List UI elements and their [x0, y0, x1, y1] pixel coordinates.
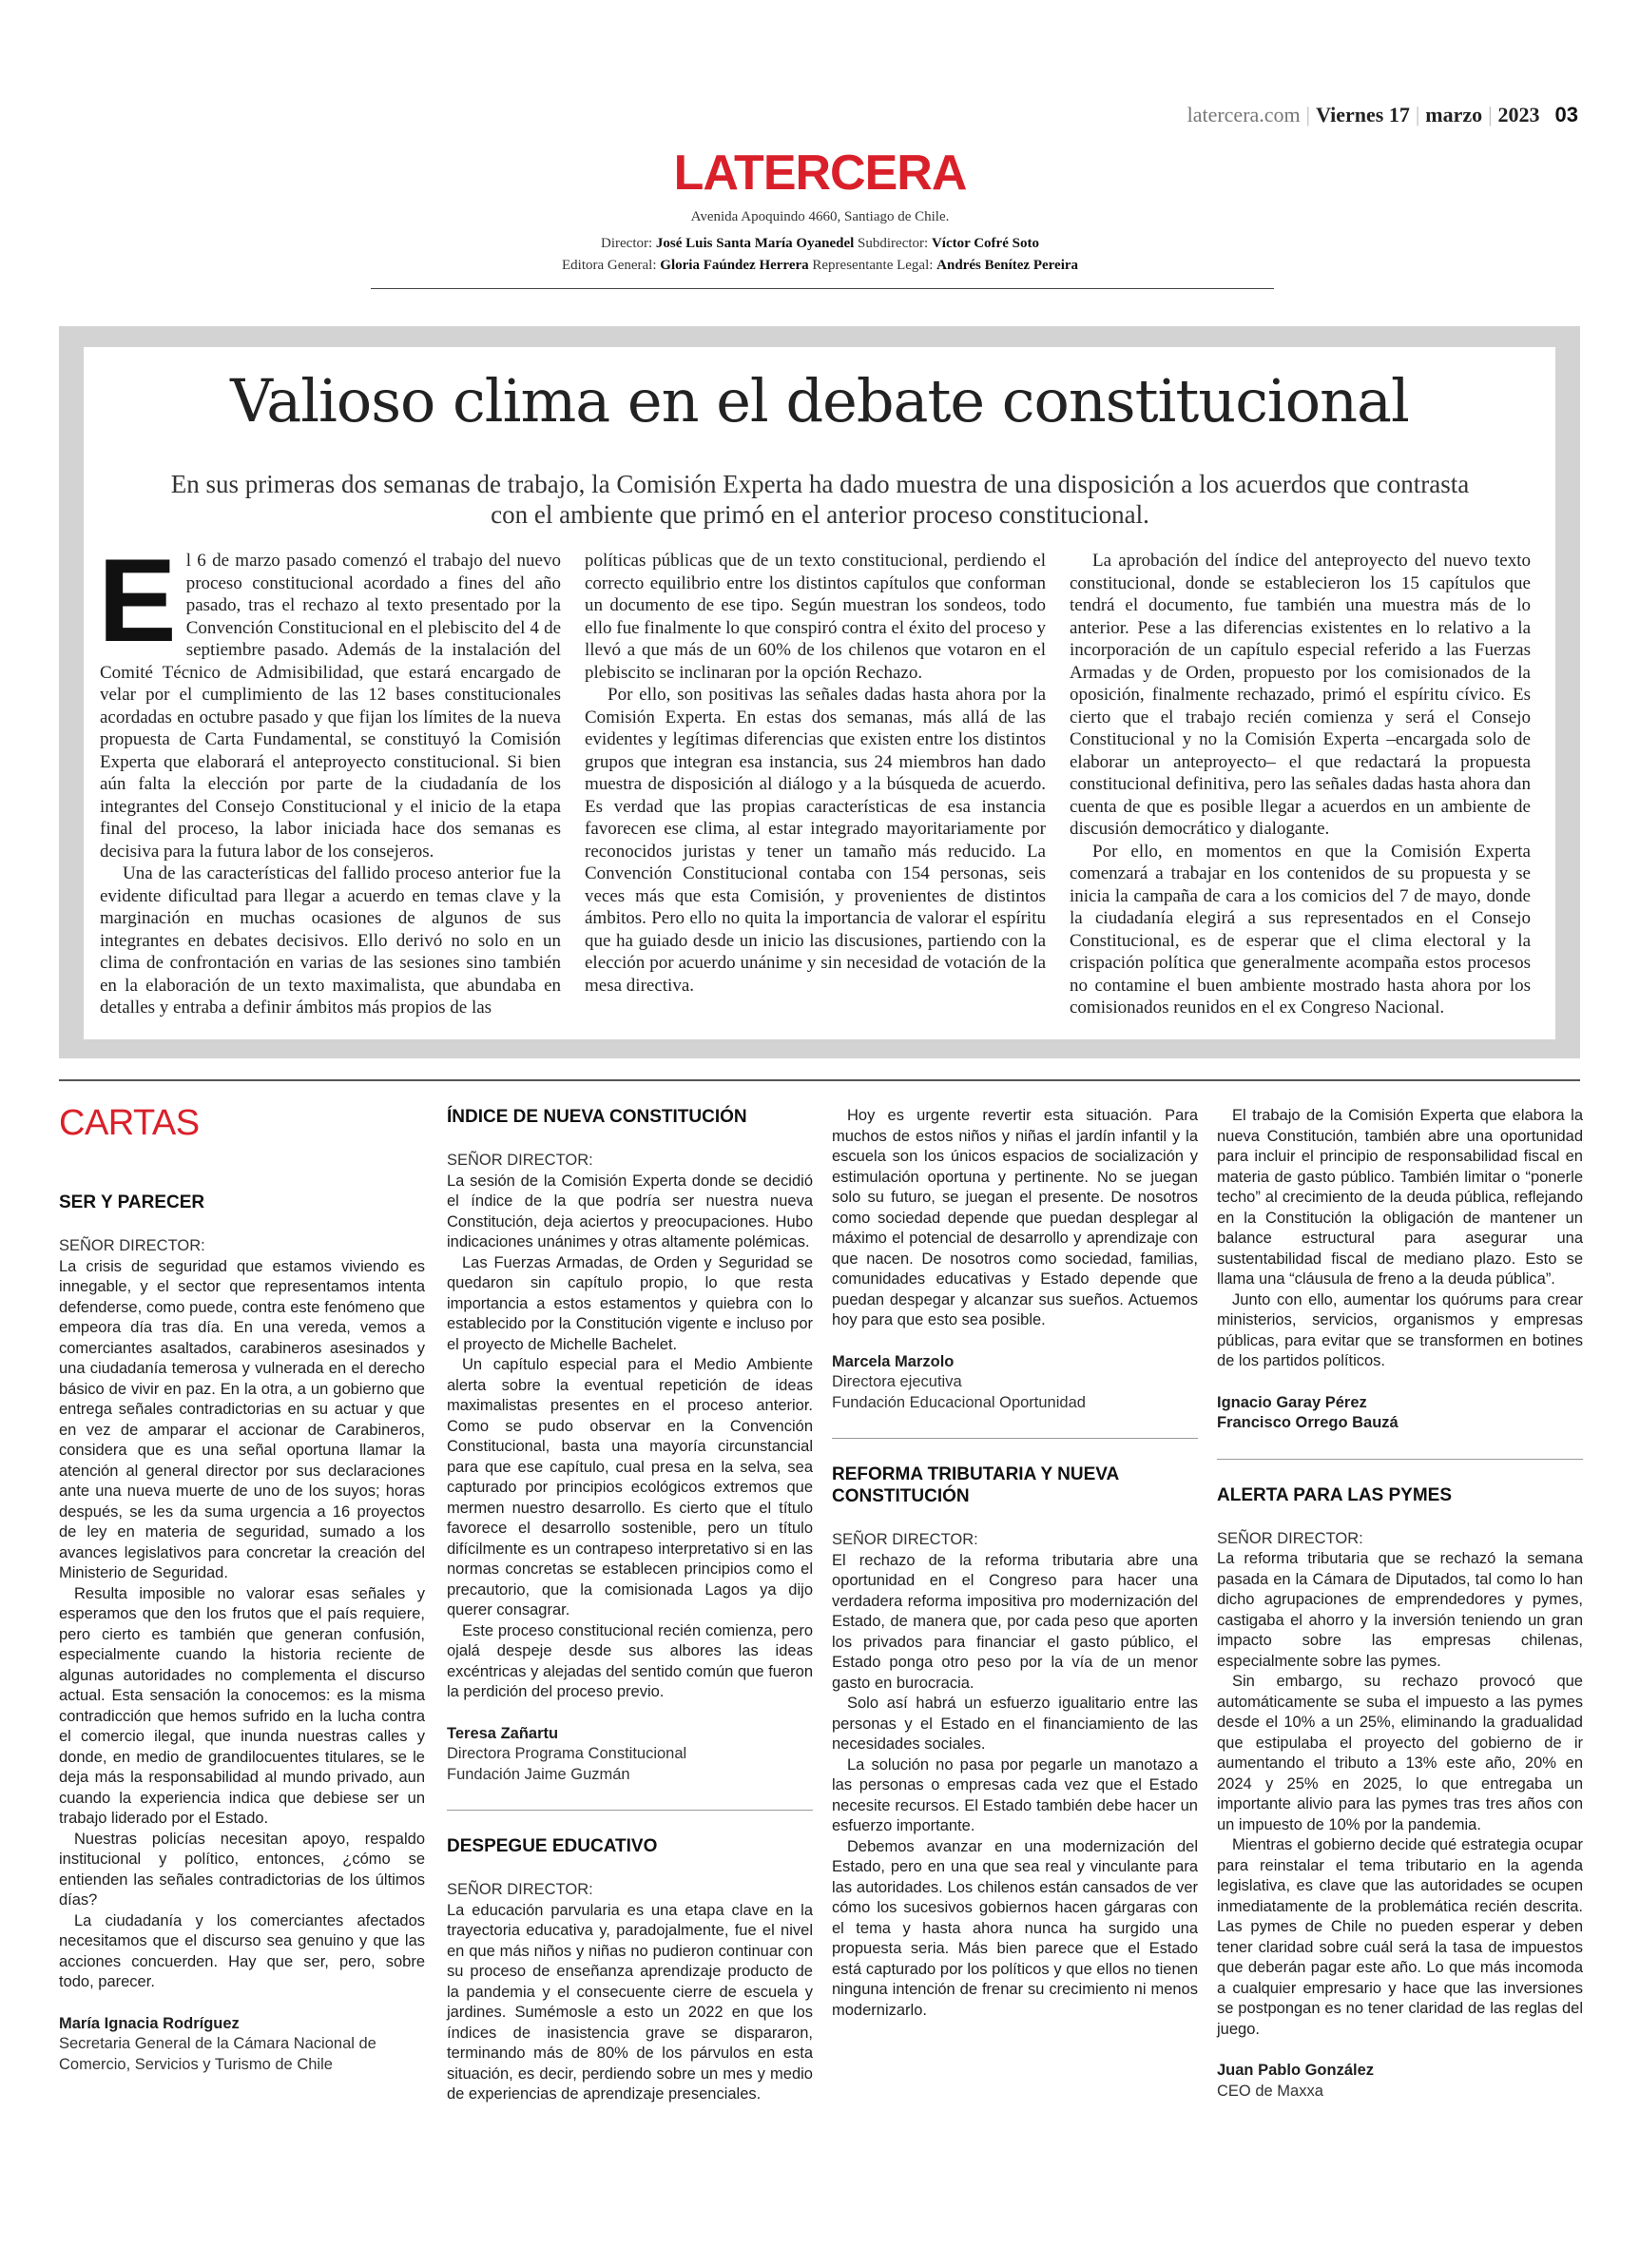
letter-signature: Teresa Zañartu: [447, 1724, 559, 1742]
editorial-column-2: políticas públicas que de un texto constitucional, perdiendo el correcto equilibrio entre los distintos capítulos que conforman un documento de ese tipo. Según muestran los sondeos, todo ello fue finalmente lo que conspiró contra el éxito del proceso y llevó a que más de un 60% de los chilenos que votaron en el plebiscito se inclinaran por la opción Rechazo. Por ello, son positivas las señales dadas hasta ahora por la Comisión Experta. En estas dos semanas, más allá de las evidentes y legítimas diferencias que existen entre los distintos grupos que integran esa instancia, sus 24 miembros han dado muestra de disposición al diálogo y a la búsqueda de acuerdo. Es verdad que las propias características de esa instancia favorecen ese clima, al estar integrado mayoritariamente por reconocidos juristas y tener un tamaño más reducido. La Convención Constitucional contaba con 154 personas, seis veces más que esta Comisión, y provenientes de distintos ámbitos. Pero ello no quita la importancia de valorar el espíritu que ha guiado desde un inicio las discusiones, partiendo con la elección por acuerdo unánime y sin necesidad de votación de la mesa directiva.: [585, 551, 1046, 996]
letter-signature: María Ignacia Rodríguez: [59, 2014, 240, 2032]
letter-signature: Francisco Orrego Bauzá: [1217, 1414, 1399, 1431]
letter-divider: [1217, 1459, 1583, 1460]
editorial-column-3: La aprobación del índice del anteproyecto del nuevo texto constitucional, donde se establecieron los 15 capítulos que tendrá el documento, fue también una muestra más de lo anterior. Pese a las diferencias existentes en lo relativo a la incorporación de un capítulo especial referido a las Fuerzas Armadas y de Orden, propuesto por los comisionados de la oposición, finalmente rechazado, primó el espíritu cívico. Es cierto que el trabajo recién comienza y será el Consejo Constitucional y no la Comisión Experta –encargada solo de elaborar un anteproyecto– el que redactará la propuesta constitucional definitiva, pero las señales dadas hasta ahora dan cuenta de que es posible llegar a acuerdos en un ambiente de discusión democrático y dialogante. Por ello, en momentos en que la Comisión Experta comenzará a trabajar en los contenidos de su propuesta y se inicia la campaña de cara a los comicios del 7 de mayo, donde la ciudadanía elegirá a sus representados en el Consejo Constitucional, es de esperar que el clima electoral y la crispación política que generalmente acompaña estos procesos no contamine el buen ambiente mostrado hasta ahora por los comisionados reunidos en el ex Congreso Nacional.: [1070, 551, 1531, 1018]
newspaper-logo: LATERCERA: [673, 145, 967, 201]
section-divider: [59, 1079, 1580, 1081]
letter-heading: ÍNDICE DE NUEVA CONSTITUCIÓN: [447, 1107, 747, 1127]
editorial-column-1: El 6 de marzo pasado comenzó el trabajo del nuevo proceso constitucional acordado a fines del año pasado, tras el rechazo al texto presentado por la Convención Constitucional en el plebiscito del 4 de septiembre pasado. Además de la instalación del Comité Técnico de Admisibilidad, que estará encargado de velar por el cumplimiento de las 12 bases constitucionales acordadas en octubre pasado y que fijan los límites de la nueva propuesta de Carta Fundamental, se constituyó la Comisión Experta que elaborará el anteproyecto constitucional. Si bien aún falta la elección por parte de la ciudadanía de los integrantes del Consejo Constitucional y el inicio de la etapa final del proceso, la labor iniciada hace dos semanas es decisiva para la futura labor de los consejeros. Una de las características del fallido proceso anterior fue la evidente dificultad para llegar a acuerdo en temas clave y la marginación en muchas ocasiones de algunos de sus integrantes en debates decisivos. Ello derivó no solo en un clima de confrontación en varias de las sesiones sino también en la elaboración de un texto maximalista, que abundaba en detalles y entraba a definir ámbitos más propios de las: [98, 535, 561, 1018]
drop-cap: E: [98, 535, 177, 667]
section-label-cartas: CARTAS: [59, 1103, 200, 1143]
site-url[interactable]: latercera.com: [1187, 103, 1301, 126]
letter-role: CEO de Maxxa: [1217, 2082, 1323, 2100]
letter-despegue-educativo-cont: Hoy es urgente revertir esta situación. Para muchos de estos niños y niñas el jardín infantil y la escuela son los únicos espacios de socialización y estimulación oportuna y pertinente. No se juegan solo su futuro, se juegan el presente. De nosotros como sociedad depende que puedan desplegar al máximo el potencial de desarrollo y aprendizaje con que nacen. De nosotros como sociedad, familias, comunidades educativas y Estado depende que puedan despegar y alcanzar sus sueños. Actuemos hoy para que esto sea posible. Marcela Marzolo Directora ejecutiva Fundación Educacional Oportunidad REFORMA TRIBUTARIA Y NUEVA CONSTITUCIÓN SEÑOR DIRECTOR: El rechazo de la reforma tributaria abre una oportunidad en el Congreso para hacer una verdadera reforma impositiva pro modernización del Estado, de manera que, por cada peso que aporten los privados para financiar el gasto público, el Estado ponga otro peso por la vía de un menor gasto en burocracia. Solo así habrá un esfuerzo igualitario entre las personas y el Estado en el financiamiento de las necesidades sociales. La solución no pasa por pegarle un manotazo a las personas o empresas cada vez que el Estado necesite recursos. El Estado también debe hacer un esfuerzo importante. Debemos avanzar en una modernización del Estado, pero en una que sea real y vinculante para las autoridades. Los chilenos están cansados de ver cómo los sucesivos gobiernos hacen gárgaras con el tema y hasta ahora nunca ha surgido una propuesta seria. Más bien parece que el Estado está capturado por los políticos y que ellos no tienen ninguna intención de frenar su crecimiento ni menos modernizarlo.: [832, 1107, 1198, 2019]
date-year: 2023: [1497, 103, 1540, 126]
date-day: Viernes 17: [1316, 103, 1410, 126]
letter-indice-nueva-constitucion: ÍNDICE DE NUEVA CONSTITUCIÓN SEÑOR DIRECTOR: La sesión de la Comisión Experta donde se decidió el índice de la que podría ser nuestra nueva Constitución, deja aciertos y preocupaciones. Hubo indicaciones unánimes y otras altamente polémicas. Las Fuerzas Armadas, de Orden y Seguridad se quedaron sin capítulo propio, lo que resta importancia a estos estamentos y quiebra con lo establecido por la Constitución vigente e incluso por el proyecto de Michelle Bachelet. Un capítulo especial para el Medio Ambiente alerta sobre la eventual repetición de ideas maximalistas presentes en el proceso anterior. Como se pudo observar en la Convención Constitucional, basta una mayoría circunstancial para que ese capítulo, cual presa en la selva, sea capturado por principios ecológicos extremos que mermen nuestro desarrollo. Es cierto que el título favorece el desarrollo sostenible, pero un título difícilmente es un contrapeso interpretativo si en las normas concretas se establecen principios como el precautorio, que la comisionada Lagos ya dijo querer consagrar. Este proceso constitucional recién comienza, pero ojalá despeje desde sus albores las ideas excéntricas y alejadas del sentido común que fueron la perdición del proceso previo. Teresa Zañartu Directora Programa Constitucional Fundación Jaime Guzmán DESPEGUE EDUCATIVO SEÑOR DIRECTOR: La educación parvularia es una etapa clave en la trayectoria educativa y, paradojalmente, fue el nivel en que más niños y niñas no pudieron continuar con su proceso de enseñanza aprendizaje producto de la pandemia y el consecuente cierre de escuela y jardines. Sumémosle a esto un 2022 en que los índices de inasistencia grave se dispararon, terminando más de 80% de los párvulos en esta situación, es decir, perdiendo sobre un mes y medio de experiencias de aprendizaje presenciales.: [447, 1107, 813, 2103]
header-divider: [371, 288, 1274, 289]
letter-ser-y-parecer: SER Y PARECER SEÑOR DIRECTOR: La crisis de seguridad que estamos viviendo es innegable, y el sector que representamos intenta defenderse, como puede, contra este fenómeno que empeora día tras día. En una vereda, vemos a comerciantes asaltados, carabineros asesinados y una ciudadanía temerosa y vulnerada en el derecho básico de vivir en paz. En la otra, a un gobierno que entrega señales contradictorias en su actuar y que en vez de amparar el accionar de Carabineros, considera que es una señal oportuna llamar la atención al general director por sus declaraciones ante una nueva muerte de uno de los suyos; horas después, se les da suma urgencia a 16 proyectos de ley en materia de seguridad, sumado a los avances legislativos para concretar la creación del Ministerio de Seguridad. Resulta imposible no valorar esas señales y esperamos que den los frutos que el país requiere, pero cierto es también que generan confusión, especialmente cuando la historia reciente de algunas autoridades no complementa el discurso actual. Esta sensación la conocemos: es la misma contradicción que hemos sufrido en la lucha contra el comercio ilegal, que inunda nuestras calles y donde, en medio de grandilocuentes titulares, se le deja más la responsabilidad al mundo privado, aun cuando la experiencia indica que debiese ser un trabajo liderado por el Estado. Nuestras policías necesitan apoyo, respaldo institucional y político, entonces, ¿cómo se entienden las señales contradictorias de los últimos días? La ciudadanía y los comerciantes afectados necesitamos que el discurso sea genuino y que las acciones concuerden. Hay que ser, pero, sobre todo, parecer. María Ignacia Rodríguez Secretaria General de la Cámara Nacional de Comercio, Servicios y Turismo de Chile: [59, 1192, 425, 2075]
letter-signature: Marcela Marzolo: [832, 1352, 955, 1370]
letter-heading: DESPEGUE EDUCATIVO: [447, 1836, 658, 1856]
letter-heading: SER Y PARECER: [59, 1192, 205, 1212]
editorial-title: Valioso clima en el debate constitucional: [230, 366, 1409, 436]
page-number: 03: [1554, 103, 1578, 126]
date-month: marzo: [1425, 103, 1483, 126]
staff-line-1: Director: José Luis Santa María Oyanedel Subdirector: Víctor Cofré Soto: [601, 236, 1039, 251]
letter-divider: [832, 1438, 1198, 1439]
letter-signature: Ignacio Garay Pérez: [1217, 1393, 1367, 1411]
letter-reforma-tributaria-cont: El trabajo de la Comisión Experta que elabora la nueva Constitución, también abre una oportunidad para incluir el principio de responsabilidad fiscal en materia de gasto público. También limitar o “ponerle techo” al crecimiento de la deuda pública, reflejando en la Constitución la obligación de mantener un balance estructural para asegurar una sustentabilidad fiscal de mediano plazo. Esto se llama una “cláusula de freno a la deuda pública”. Junto con ello, aumentar los quórums para crear ministerios, servicios, organismos y empresas públicas, para evitar que se transformen en botines de los partidos políticos. Ignacio Garay Pérez Francisco Orrego Bauzá ALERTA PARA LAS PYMES SEÑOR DIRECTOR: La reforma tributaria que se rechazó la semana pasada en la Cámara de Diputados, tal como lo han dicho agrupaciones de emprendedores y pymes, castigaba el ahorro y la inversión teniendo un gran impacto sobre las empresas chilenas, especialmente sobre las pymes. Sin embargo, su rechazo provocó que automáticamente se suba el impuesto a las pymes desde el 10% a un 25%, eliminando la gradualidad que estipulaba el proyecto del gobierno de ir aumentando el tributo a 13% este año, 20% en 2024 y 25% en 2025, lo que entregaba un importante alivio para las pymes tras tres años con un impuesto de 10% por la pandemia. Mientras el gobierno decide qué estrategia ocupar para reinstalar el tema tributario en la agenda legislativa, es clave que las autoridades se ocupen inmediatamente de la problemática recién descrita. Las pymes de Chile no pueden esperar y deben tener claridad sobre cuál será la tasa de impuestos que deberán pagar este año. Lo que más incomoda a cualquier empresario y hace que las inversiones se postpongan es no tener claridad de las reglas del juego. Juan Pablo González CEO de Maxxa: [1217, 1106, 1583, 2102]
letter-signature: Juan Pablo González: [1217, 2062, 1375, 2079]
letter-divider: [447, 1810, 813, 1811]
letter-heading: ALERTA PARA LAS PYMES: [1217, 1484, 1453, 1505]
letter-heading: REFORMA TRIBUTARIA Y NUEVA CONSTITUCIÓN: [832, 1464, 1119, 1506]
editorial-subtitle: En sus primeras dos semanas de trabajo, la Comisión Experta ha dado muestra de una disposición a los acuerdos que contrasta con el ambiente que primó en el anterior proceso constitucional.: [170, 470, 1470, 529]
address: Avenida Apoquindo 4660, Santiago de Chile.: [690, 209, 950, 224]
masthead-dateline: latercera.com | Viernes 17 | marzo | 2023 03: [1187, 103, 1578, 126]
staff-line-2: Editora General: Gloria Faúndez Herrera Representante Legal: Andrés Benítez Pereira: [561, 258, 1079, 273]
letter-role: Secretaria General de la Cámara Nacional de Comercio, Servicios y Turismo de Chile: [59, 2035, 376, 2073]
